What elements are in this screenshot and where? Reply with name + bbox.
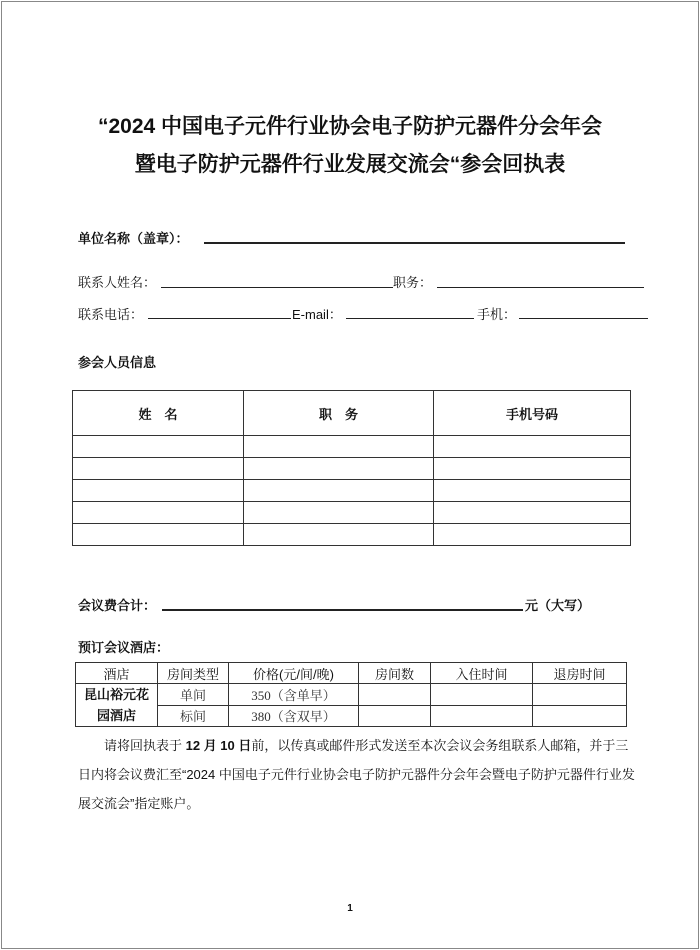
header-checkout: 退房时间 [533,663,627,684]
table-row [76,705,627,727]
unit-name-label: 单位名称（盖章）： [78,231,189,246]
notice-date: 12 月 10 日 [185,738,252,753]
cell-position[interactable] [244,502,434,524]
table-row [73,480,631,502]
table-row [76,684,627,706]
checkout-cell[interactable] [533,705,627,727]
cell-position[interactable] [244,436,434,458]
checkin-cell[interactable] [431,705,533,727]
cell-mobile[interactable] [434,502,631,524]
header-mobile: 手机号码 [434,391,631,436]
notice-paragraph [78,731,638,818]
room-price: 350（含单早） [229,684,359,706]
attendees-section-title: 参会人员信息 [78,355,157,370]
cell-mobile[interactable] [434,524,631,546]
table-row [73,458,631,480]
page-number: 1 [347,903,353,914]
email-field[interactable] [346,318,474,319]
checkin-cell[interactable] [431,684,533,706]
position-field[interactable] [437,287,644,288]
cell-position[interactable] [244,480,434,502]
fee-field[interactable] [162,609,523,611]
notice-part-2: 前，以传真或邮件形式发送至本次会议会务组联系人邮箱，并于三日内将会议费汇至“2024 中国电子元件行业协会电子防护元器件分会年会暨电子防护元器件行业发展交流会”指定账户。 [78,738,635,811]
hotel-name: 昆山裕元花园酒店 [76,684,158,727]
cell-name[interactable] [73,480,244,502]
table-header-row [73,391,631,436]
fee-label: 会议费合计： [78,598,157,613]
hotel-section-title: 预订会议酒店： [78,640,170,655]
header-checkin: 入住时间 [431,663,533,684]
header-price: 价格(元/间/晚) [229,663,359,684]
unit-name-field[interactable] [204,242,625,244]
room-type: 标间 [158,705,229,727]
phone-field[interactable] [148,318,291,319]
room-count-cell[interactable] [359,705,431,727]
position-label: 职务： [393,275,433,290]
cell-mobile[interactable] [434,436,631,458]
cell-name[interactable] [73,502,244,524]
checkout-cell[interactable] [533,684,627,706]
cell-name[interactable] [73,458,244,480]
header-room-type: 房间类型 [158,663,229,684]
room-count-cell[interactable] [359,684,431,706]
table-row [73,524,631,546]
cell-position[interactable] [244,524,434,546]
header-room-count: 房间数 [359,663,431,684]
hotel-table [75,662,627,727]
contact-name-label: 联系人姓名： [78,275,157,290]
table-header-row [76,663,627,684]
header-name: 姓 名 [73,391,244,436]
table-row [73,436,631,458]
phone-label: 联系电话： [78,307,144,322]
notice-part-1: 请将回执表于 [104,738,186,753]
table-row [73,502,631,524]
cell-name[interactable] [73,524,244,546]
room-price: 380（含双早） [229,705,359,727]
cell-mobile[interactable] [434,458,631,480]
contact-name-field[interactable] [161,287,393,288]
attendees-table [72,390,631,546]
header-position: 职 务 [244,391,434,436]
room-type: 单间 [158,684,229,706]
email-label: E-mail： [292,307,342,322]
mobile-label: 手机： [477,307,517,322]
mobile-field[interactable] [519,318,648,319]
fee-suffix: 元（大写） [525,598,591,613]
cell-position[interactable] [244,458,434,480]
title-line-2: 暨电子防护元器件行业发展交流会“参会回执表 [134,153,566,176]
header-hotel: 酒店 [76,663,158,684]
cell-mobile[interactable] [434,480,631,502]
cell-name[interactable] [73,436,244,458]
title-line-1: “2024 中国电子元件行业协会电子防护元器件分会年会 [97,115,603,138]
